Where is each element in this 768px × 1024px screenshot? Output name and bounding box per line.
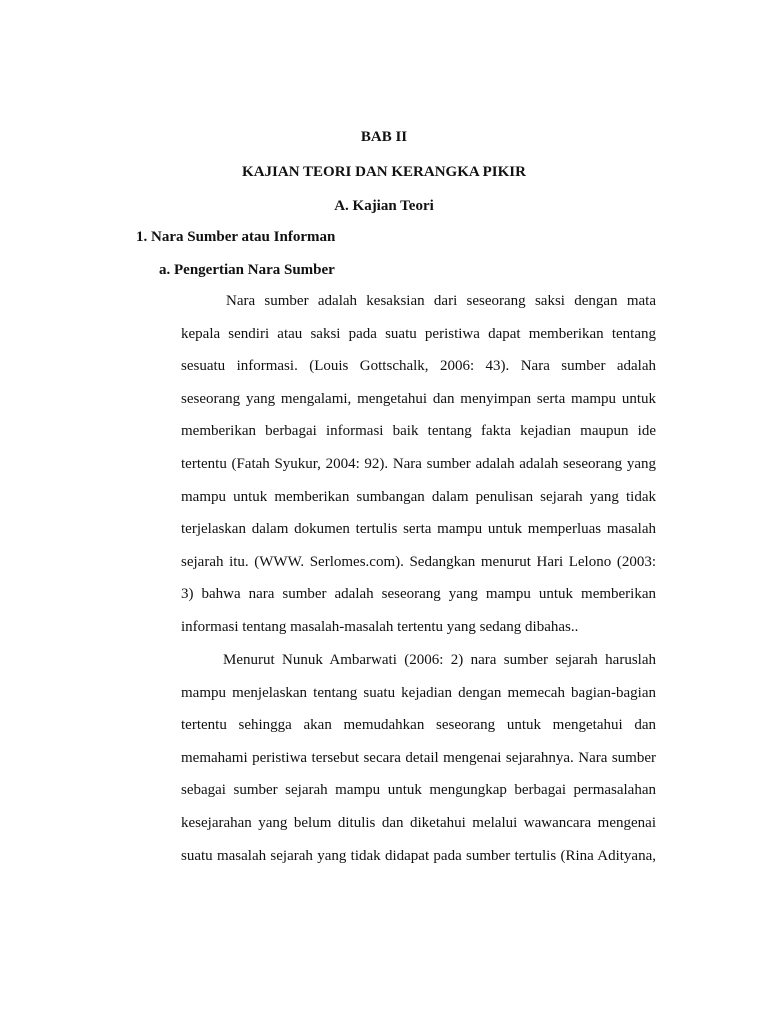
paragraph-line: tertentu (Fatah Syukur, 2004: 92). Nara sumber adalah adalah seseorang yang <box>181 455 656 472</box>
paragraph-line: suatu masalah sejarah yang tidak didapat pada sumber tertulis (Rina Adityana, <box>181 847 656 864</box>
paragraph-line: Nara sumber adalah kesaksian dari seseorang saksi dengan mata <box>226 293 656 309</box>
chapter-heading: BAB II <box>360 129 408 145</box>
subsection-heading: 1. Nara Sumber atau Informan <box>136 229 336 245</box>
paragraph-line: informasi tentang masalah-masalah tertentu yang sedang dibahas.. <box>181 618 579 635</box>
subsubsection-heading: a. Pengertian Nara Sumber <box>159 262 335 278</box>
paragraph-line: terjelaskan dalam dokumen tertulis serta mampu untuk memperluas masalah <box>181 521 656 538</box>
paragraph-line: sebagai sumber sejarah mampu untuk mengungkap berbagai permasalahan <box>181 782 656 799</box>
paragraph-line: mampu menjelaskan tentang suatu kejadian dengan memecah bagian-bagian <box>181 684 656 701</box>
paragraph-line: mampu untuk memberikan sumbangan dalam penulisan sejarah yang tidak <box>181 488 656 505</box>
paragraph-line: Menurut Nunuk Ambarwati (2006: 2) nara sumber sejarah haruslah <box>223 652 656 668</box>
paragraph-line: kesejarahan yang belum ditulis dan diketahui melalui wawancara mengenai <box>181 814 656 831</box>
paragraph-line: 3) bahwa nara sumber adalah seseorang yang mampu untuk memberikan <box>181 586 656 603</box>
paragraph-1 <box>181 292 656 651</box>
section-heading: A. Kajian Teori <box>334 198 434 214</box>
paragraph-line: kepala sendiri atau saksi pada suatu peristiwa dapat memberikan tentang <box>181 325 656 342</box>
paragraph-line: sejarah itu. (WWW. Serlomes.com). Sedangkan menurut Hari Lelono (2003: <box>181 553 656 570</box>
paragraph-line: seseorang yang mengalami, mengetahui dan menyimpan serta mampu untuk <box>181 390 656 407</box>
paragraph-line: memberikan berbagai informasi baik tentang fakta kejadian maupun ide <box>181 423 656 440</box>
paragraph-line: sesuatu informasi. (Louis Gottschalk, 2006: 43). Nara sumber adalah <box>181 358 656 375</box>
paragraph-line: tertentu sehingga akan memudahkan seseorang untuk mengetahui dan <box>181 717 656 734</box>
chapter-title: KAJIAN TEORI DAN KERANGKA PIKIR <box>242 164 526 180</box>
paragraph-line: memahami peristiwa tersebut secara detail mengenai sejarahnya. Nara sumber <box>181 749 656 766</box>
paragraph-2 <box>181 651 656 879</box>
